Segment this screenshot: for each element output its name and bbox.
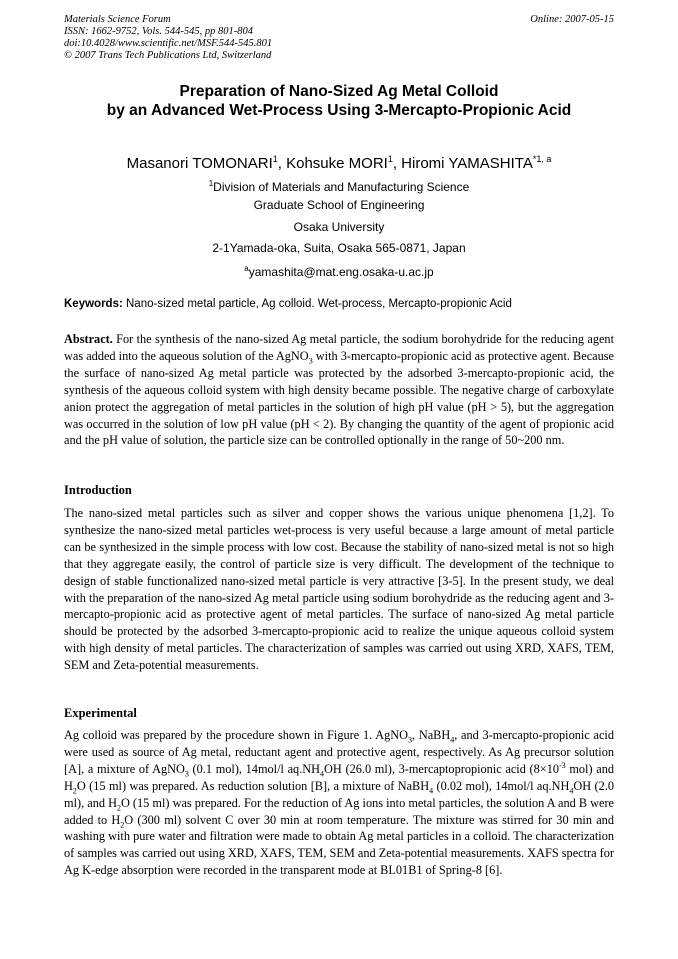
author-list: [40, 150, 638, 173]
author-1-affiliation-mark: 1: [272, 154, 278, 164]
affiliation-division: $^1$Division of Materials and Manufacturing Science: [208, 179, 470, 194]
author-1: Masanori TOMONARI: [126, 155, 273, 172]
author-3: , Hiromi YAMASHITA: [392, 155, 533, 172]
experimental-heading: Experimental: [64, 706, 137, 720]
journal-name: Materials Science Forum: [64, 14, 171, 25]
corresponding-email: $^a$yamashita@mat.eng.osaka-u.ac.jp: [244, 264, 434, 279]
author-3-affiliation-mark: *1, a: [532, 154, 552, 164]
experimental-paragraph: Ag colloid was prepared by the procedure shown in Figure 1. AgNO$_3$, NaBH$_4$, and 3-mercapto-propionic acid were used as source of Ag metal, reductant agent and protective agent, respectively. As Ag precursor solution [A], a mixture of AgNO$_3$ (0.1 mol), 14mol/l $aq.NH_4OH$ (26.0 ml), 3-mercaptopropionic acid ($8\times 10^{-3}$ mol) and $H_2O$ (15 ml) was prepared. As reduction solution [B], a mixture of NaBH$_4$ (0.02 mol), 14mol/l $aq.NH_4OH$ (2.0 ml), and $H_2O$ (15 ml) was prepared. For the reduction of Ag ions into metal particles, the solution A and B were added to $H_2O$ (300 ml) solvent C over 30 min at room temperature. The mixture was stirred for 30 min and washing with pure water and filtration were made to obtain Ag metal particles in a colloid. The characterization of samples was carried out using XRD, XAFS, TEM, SEM and Zeta-potential measurements. XAFS spectra for Ag K-edge absorption were recorded in the transparent mode at BL01B1 of Spring-8 [6].: [64, 728, 615, 878]
affiliation-school: Graduate School of Engineering: [253, 198, 425, 212]
keywords: [64, 297, 624, 311]
doi-line: doi:10.4028/www.scientific.net/MSF.544-545.801: [64, 38, 273, 49]
paper-title: [40, 82, 638, 120]
introduction-paragraph: The nano-sized metal particles such as silver and copper shows the various unique phenomena [1,2]. To synthesize the nano-sized metal particles wet-process is very useful because a large amount of metal particle can be synthesized in the simple process with low cost. Because the stability of nano-sized metal is not so high that they aggregate easily, the control of particle size is very difficult. The development of the technique to design of stable functionalized nano-sized metal particle is very attractive [3-5]. In the present study, we deal with the preparation of the nano-sized Ag metal particle using sodium borohydride as the reducing agent and 3-mercapto-propionic acid as protective agent of metal particles. The surface of nano-sized Ag metal particle should be protected by the adsorbed 3-mercapto-propionic acid to realize the unique aqueous colloid system with high density of metal particles. The characterization of samples was carried out using XRD, XAFS, TEM, SEM and Zeta-potential measurements.: [64, 506, 614, 673]
issn-line: ISSN: 1662-9752, Vols. 544-545, pp 801-804: [64, 26, 253, 37]
copyright-line: © 2007 Trans Tech Publications Ltd, Switzerland: [64, 50, 272, 61]
online-date: Online: 2007-05-15: [530, 14, 614, 25]
email-mark: a: [244, 264, 249, 273]
abstract-label: Abstract.: [64, 332, 113, 346]
title-line-1: Preparation of Nano-Sized Ag Metal Colloid: [179, 83, 499, 100]
journal-header: [64, 14, 272, 62]
affiliation-university: Osaka University: [293, 220, 385, 234]
introduction-heading: Introduction: [64, 483, 132, 497]
affiliation-address: 2-1Yamada-oka, Suita, Osaka 565-0871, Japan: [212, 241, 466, 255]
affiliation-mark: 1: [208, 179, 214, 188]
author-2: , Kohsuke MORI: [277, 155, 388, 172]
keywords-text: Nano-sized metal particle, Ag colloid. Wet-process, Mercapto-propionic Acid: [122, 298, 512, 310]
author-2-affiliation-mark: 1: [387, 154, 393, 164]
title-line-2: by an Advanced Wet-Process Using 3-Mercapto-Propionic Acid: [106, 102, 572, 119]
abstract-paragraph: Abstract. For the synthesis of the nano-sized Ag metal particle, the sodium borohydride for the reducing agent was added into the aqueous solution of the AgNO$_3$ with 3-mercapto-propionic acid as protective agent. Because the surface of nano-sized Ag metal particle was protected by the adsorbed 3-mercapto-propionic acid, the synthesis of the aqueous colloid system with high density became possible. The negative charge of carboxylate anion protect the aggregation of metal particles in the solution of high pH value (pH > 5), but the aggregation was occurred in the solution of low pH value (pH < 2). By changing the quantity of the agent of propionic acid and the pH value of solution, the particle size can be controlled optionally in the range of 50~200 nm.: [64, 332, 614, 448]
keywords-label: Keywords:: [64, 298, 123, 310]
